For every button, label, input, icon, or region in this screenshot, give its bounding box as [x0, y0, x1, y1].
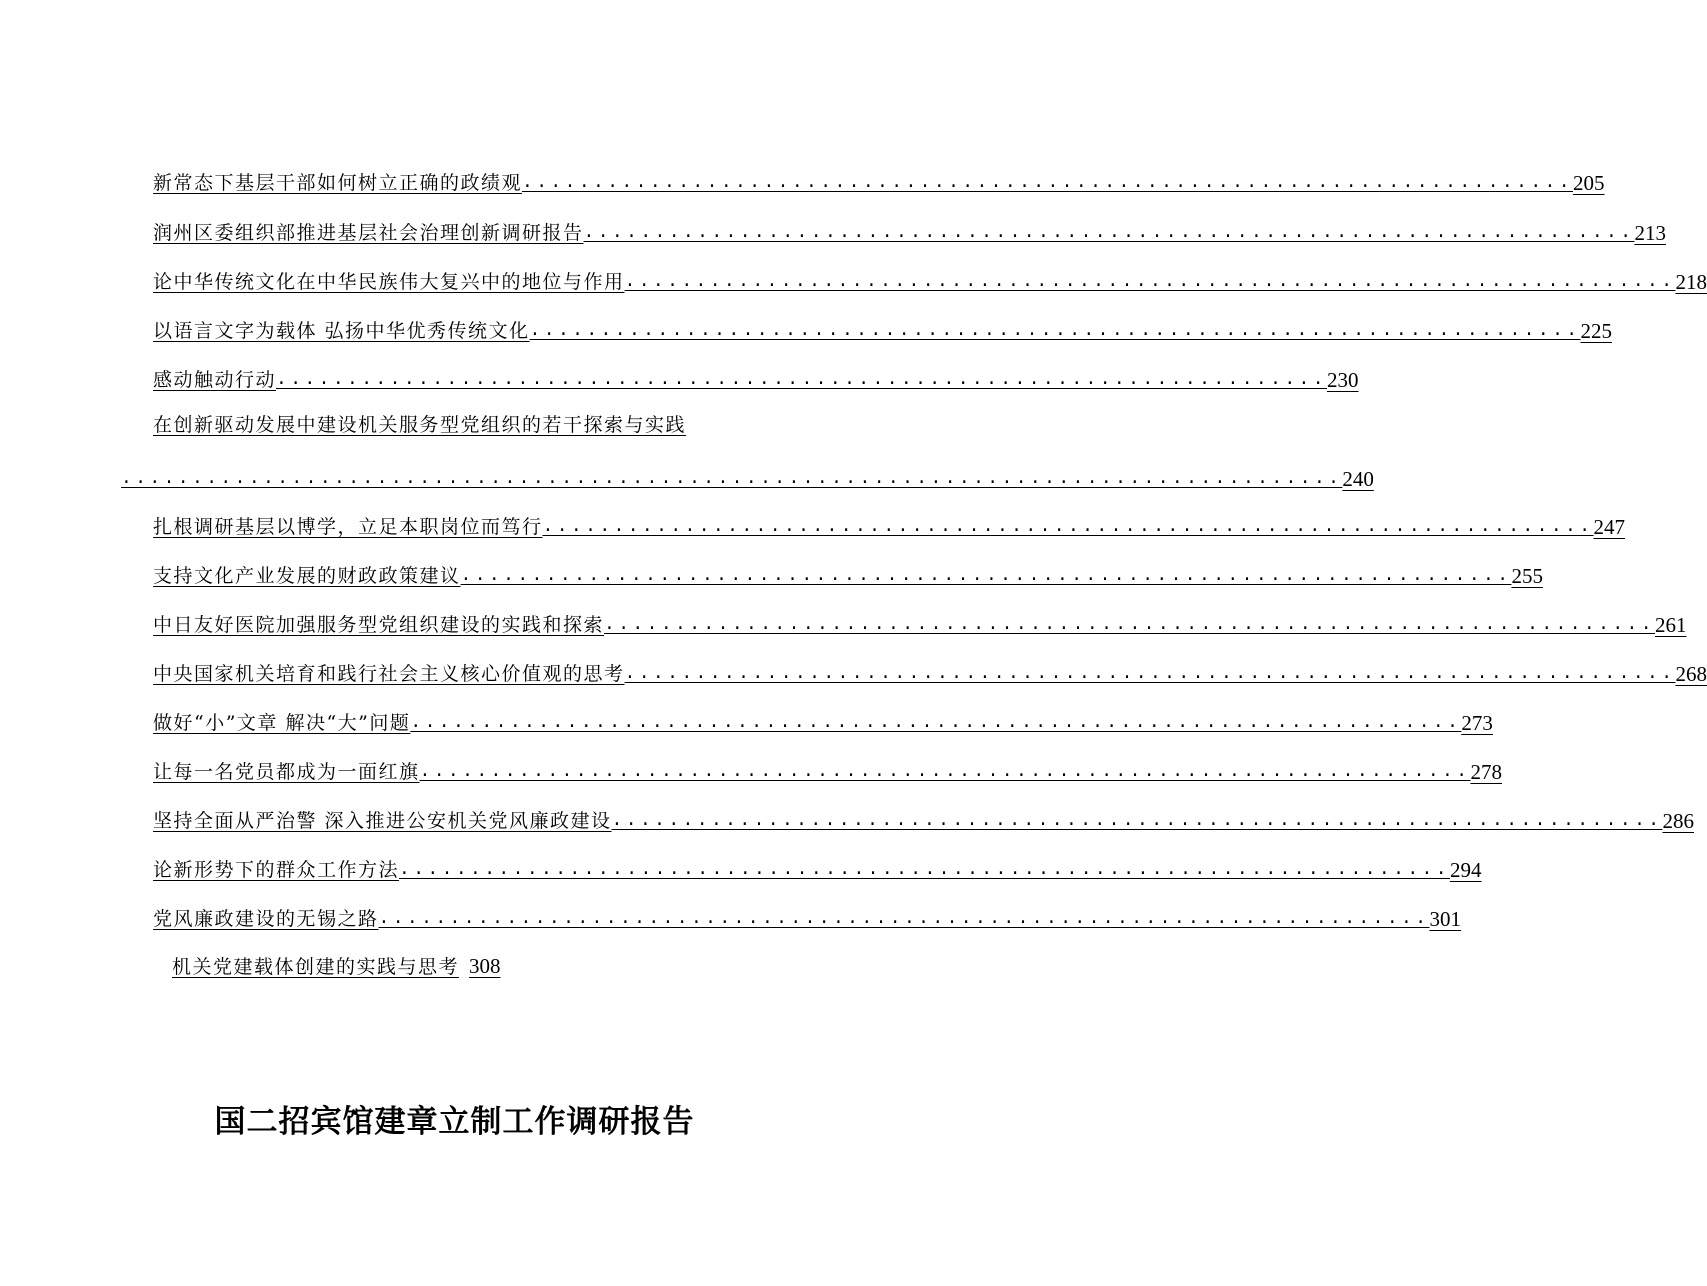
toc-entry-page: 230: [1326, 368, 1359, 392]
toc-entry-title: 论中华传统文化在中华民族伟大复兴中的地位与作用: [153, 271, 625, 293]
dot-leader: ..........................................................................: [276, 370, 1327, 390]
toc-entry[interactable]: [153, 216, 1666, 246]
dot-leader: ..........................................................................: [542, 517, 1594, 537]
toc-entry-title: 论新形势下的群众工作方法: [153, 859, 400, 881]
dot-leader: ..........................................................................: [399, 860, 1450, 880]
toc-entry[interactable]: [153, 804, 1694, 834]
toc-entry-title: 中日友好医院加强服务型党组织建设的实践和探索: [153, 614, 605, 636]
toc-entry-title: 感动触动行动: [153, 369, 277, 391]
toc-entry[interactable]: [153, 755, 1502, 785]
toc-entry-wrapped-title[interactable]: 在创新驱动发展中建设机关服务型党组织的若干探索与实践: [153, 414, 687, 436]
toc-entry-page: 205: [1572, 171, 1605, 195]
toc-entry-page: 213: [1634, 221, 1666, 245]
toc-entry[interactable]: [153, 510, 1625, 540]
toc-entry-title: 以语言文字为载体 弘扬中华优秀传统文化: [153, 320, 530, 342]
toc-entry[interactable]: [172, 953, 501, 983]
toc-entry-page: 255: [1511, 564, 1543, 588]
toc-entry[interactable]: [153, 314, 1612, 344]
toc-entry-page: 273: [1461, 711, 1493, 735]
toc-entry-title: 做好“小”文章 解决“大”问题: [153, 712, 411, 734]
toc-entry[interactable]: [153, 608, 1687, 638]
dot-leader: ..........................................................................: [378, 909, 1430, 929]
toc-entry-page: 218: [1675, 270, 1707, 294]
dot-leader: ..........................................................................: [583, 223, 1635, 243]
toc-entry-page: 225: [1580, 319, 1612, 343]
toc-entry-page: 278: [1470, 760, 1502, 784]
toc-entry-page: 294: [1449, 858, 1482, 882]
toc-entry-title: 机关党建载体创建的实践与思考: [172, 956, 460, 978]
toc-entry[interactable]: [153, 853, 1482, 883]
dot-leader: ..........................................................................: [522, 173, 1573, 193]
toc-entry-page: 247: [1593, 515, 1625, 539]
toc-entry-title: 扎根调研基层以博学，立足本职岗位而笃行: [153, 516, 543, 538]
toc-entry[interactable]: [153, 166, 1605, 196]
document-heading: 国二招宾馆建章立制工作调研报告: [214, 1103, 695, 1140]
toc-entry-title: 让每一名党员都成为一面红旗: [153, 761, 420, 783]
dot-leader: ..........................................................................: [624, 272, 1676, 292]
toc-entry-wrapped-continuation[interactable]: [121, 462, 1374, 492]
toc-entry[interactable]: [153, 706, 1493, 736]
dot-leader: ......................................................................................: [121, 469, 1343, 489]
dot-leader: ..........................................................................: [604, 615, 1655, 635]
dot-leader: ..........................................................................: [624, 664, 1676, 684]
toc-entry[interactable]: [153, 559, 1543, 589]
dot-leader: ..........................................................................: [460, 566, 1512, 586]
dot-leader: ..........................................................................: [611, 811, 1663, 831]
toc-entry-title: 坚持全面从严治警 深入推进公安机关党风廉政建设: [153, 810, 612, 832]
toc-entry-title: 支持文化产业发展的财政政策建议: [153, 565, 461, 587]
dot-leader: ..........................................................................: [529, 321, 1581, 341]
toc-entry-title: 党风廉政建设的无锡之路: [153, 908, 379, 930]
toc-entry-title: 新常态下基层干部如何树立正确的政绩观: [153, 172, 523, 194]
dot-leader: ..........................................................................: [419, 762, 1471, 782]
toc-entry-page: 268: [1675, 662, 1707, 686]
toc-entry-title: 中央国家机关培育和践行社会主义核心价值观的思考: [153, 663, 625, 685]
toc-entry-title: 润州区委组织部推进基层社会治理创新调研报告: [153, 222, 584, 244]
toc-entry-page: 308: [469, 954, 501, 978]
toc-entry-page: 240: [1342, 467, 1374, 491]
toc-entry-page: 261: [1654, 613, 1687, 637]
toc-entry-page: 301: [1429, 907, 1461, 931]
dot-leader: ..........................................................................: [410, 713, 1462, 733]
toc-entry-page: 286: [1662, 809, 1694, 833]
toc-entry[interactable]: [153, 657, 1707, 687]
toc-entry[interactable]: [153, 902, 1461, 932]
toc-entry[interactable]: [153, 265, 1707, 295]
toc-entry[interactable]: [153, 363, 1359, 393]
